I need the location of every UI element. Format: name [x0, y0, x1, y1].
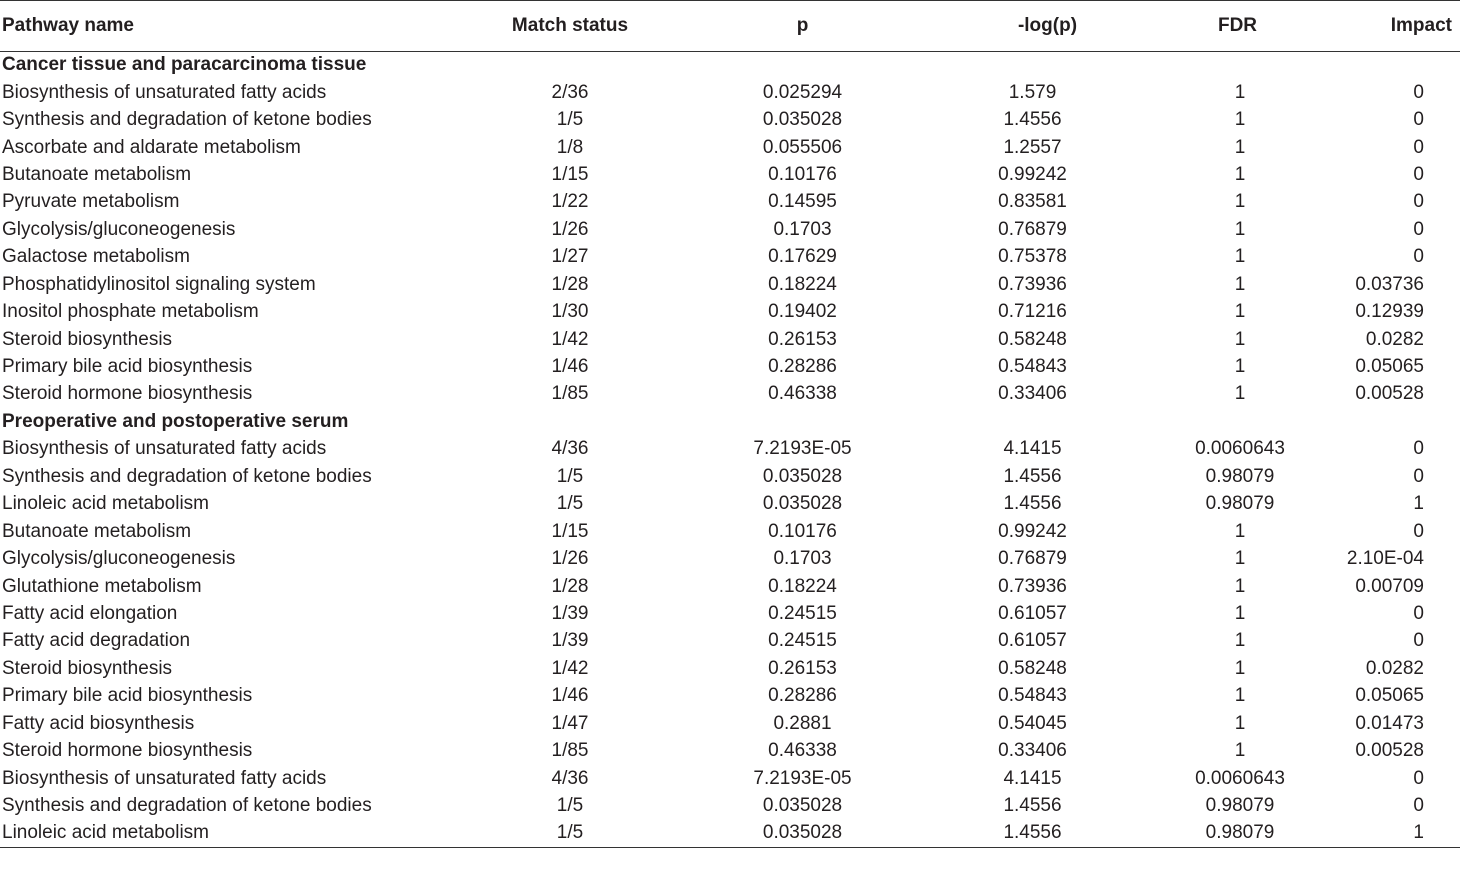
cell-match-status: 1/85 [551, 383, 589, 405]
cell-p: 0.1703 [773, 218, 832, 240]
cell-impact: 0 [1413, 438, 1424, 460]
cell-fdr: 0.98079 [1205, 465, 1275, 487]
cell-match-status: 1/46 [551, 356, 589, 378]
cell-fdr: 1 [1234, 657, 1246, 679]
cell-fdr: 1 [1234, 301, 1246, 323]
table-row [0, 79, 1460, 106]
table-row [0, 573, 1460, 600]
cell-match-status: 1/15 [551, 163, 589, 185]
cell-p: 0.46338 [768, 740, 837, 762]
cell-log-p: 0.76879 [998, 548, 1067, 570]
cell-match-status: 1/30 [551, 301, 589, 323]
cell-pathway-name: Fatty acid biosynthesis [2, 712, 195, 734]
table-row [0, 381, 1460, 408]
cell-pathway-name: Inositol phosphate metabolism [2, 301, 259, 323]
cell-log-p: 0.73936 [998, 273, 1067, 295]
cell-impact: 0 [1413, 602, 1424, 624]
cell-p: 0.28286 [768, 685, 837, 707]
cell-impact: 0.0282 [1365, 657, 1424, 679]
cell-log-p: 0.54843 [998, 356, 1067, 378]
cell-impact: 0 [1413, 136, 1424, 158]
table-row [0, 628, 1460, 655]
cell-match-status: 1/42 [551, 328, 589, 350]
cell-p: 0.24515 [768, 630, 837, 652]
cell-impact: 0 [1413, 246, 1424, 268]
cell-fdr: 1 [1234, 218, 1246, 240]
cell-p: 0.035028 [695, 820, 910, 847]
cell-pathway-name: Ascorbate and aldarate metabolism [2, 136, 301, 158]
cell-pathway-name: Steroid biosynthesis [2, 328, 173, 350]
table-row [0, 134, 1460, 161]
cell-match-status: 1/5 [556, 795, 584, 817]
table-row [0, 216, 1460, 243]
cell-impact: 0 [1413, 81, 1424, 103]
header-pathway-name: Pathway name [0, 1, 445, 52]
cell-pathway-name: Synthesis and degradation of ketone bodies [2, 109, 372, 131]
section-row [0, 408, 1460, 435]
cell-match-status: 1/28 [551, 575, 589, 597]
table-row [0, 518, 1460, 545]
cell-fdr: 1 [1234, 356, 1246, 378]
cell-pathway-name: Fatty acid degradation [2, 630, 191, 652]
cell-match-status: 4/36 [551, 767, 589, 789]
table-row [0, 655, 1460, 682]
cell-p: 0.035028 [762, 493, 843, 515]
table-header [0, 1, 1460, 52]
table-body [0, 52, 1460, 848]
cell-fdr: 0.98079 [1205, 493, 1275, 515]
header-impact: Impact [1305, 1, 1460, 52]
cell-p: 0.035028 [762, 465, 843, 487]
table-row [0, 737, 1460, 764]
cell-fdr: 1 [1234, 602, 1246, 624]
cell-impact: 0 [1413, 767, 1424, 789]
cell-match-status: 1/5 [445, 820, 695, 847]
cell-impact: 0.03736 [1355, 273, 1424, 295]
cell-log-p: 0.83581 [998, 191, 1067, 213]
table-row [0, 463, 1460, 490]
cell-pathway-name: Steroid hormone biosynthesis [2, 383, 253, 405]
cell-log-p: 0.33406 [998, 383, 1067, 405]
cell-match-status: 1/39 [551, 630, 589, 652]
cell-pathway-name: Linoleic acid metabolism [2, 493, 209, 515]
cell-impact: 0 [1413, 465, 1424, 487]
cell-fdr: 1 [1234, 548, 1246, 570]
cell-fdr: 1 [1234, 520, 1246, 542]
cell-impact: 0 [1413, 218, 1424, 240]
cell-pathway-name: Phosphatidylinositol signaling system [2, 273, 316, 295]
cell-impact: 0 [1413, 109, 1424, 131]
cell-impact: 0.05065 [1355, 356, 1424, 378]
cell-fdr: 1 [1234, 246, 1246, 268]
cell-fdr: 1 [1234, 740, 1246, 762]
cell-p: 7.2193E-05 [753, 438, 852, 460]
cell-fdr: 1 [1234, 81, 1246, 103]
cell-log-p: 0.71216 [998, 301, 1067, 323]
header-fdr: FDR [1140, 1, 1305, 52]
cell-p: 0.18224 [768, 575, 837, 597]
cell-p: 0.24515 [768, 602, 837, 624]
cell-match-status: 1/42 [551, 657, 589, 679]
cell-match-status: 1/26 [551, 218, 589, 240]
cell-log-p: 1.4556 [1003, 465, 1062, 487]
cell-p: 0.10176 [768, 520, 837, 542]
table-row [0, 106, 1460, 133]
header-p: p [695, 1, 910, 52]
cell-log-p: 0.58248 [998, 328, 1067, 350]
cell-match-status: 1/26 [551, 548, 589, 570]
cell-p: 0.1703 [773, 548, 832, 570]
cell-log-p: 0.54843 [998, 685, 1067, 707]
cell-pathway-name: Butanoate metabolism [2, 520, 192, 542]
cell-fdr: 1 [1234, 328, 1246, 350]
cell-p: 0.46338 [768, 383, 837, 405]
cell-fdr: 1 [1234, 109, 1246, 131]
cell-fdr: 1 [1234, 630, 1246, 652]
cell-pathway-name: Glycolysis/gluconeogenesis [2, 218, 236, 240]
cell-impact: 2.10E-04 [1346, 548, 1424, 570]
section-row [0, 52, 1460, 79]
cell-log-p: 0.58248 [998, 657, 1067, 679]
section-title: Cancer tissue and paracarcinoma tissue [2, 54, 367, 76]
cell-log-p: 0.73936 [998, 575, 1067, 597]
cell-match-status: 1/5 [556, 465, 584, 487]
cell-impact: 0.05065 [1355, 685, 1424, 707]
cell-match-status: 4/36 [551, 438, 589, 460]
header-match-status: Match status [445, 1, 695, 52]
cell-fdr: 1 [1234, 136, 1246, 158]
cell-pathway-name: Biosynthesis of unsaturated fatty acids [2, 767, 327, 789]
cell-fdr: 1 [1234, 163, 1246, 185]
cell-p: 0.035028 [762, 109, 843, 131]
table-row [0, 820, 1460, 847]
cell-log-p: 4.1415 [1003, 767, 1062, 789]
cell-impact: 0 [1413, 163, 1424, 185]
cell-p: 7.2193E-05 [753, 767, 852, 789]
cell-log-p: 1.4556 [910, 820, 1140, 847]
table-row [0, 436, 1460, 463]
cell-fdr: 1 [1234, 191, 1246, 213]
table-row [0, 545, 1460, 572]
cell-log-p: 1.579 [1008, 81, 1057, 103]
cell-impact: 1 [1413, 493, 1424, 515]
cell-match-status: 1/46 [551, 685, 589, 707]
cell-log-p: 0.75378 [998, 246, 1067, 268]
cell-match-status: 1/5 [556, 493, 584, 515]
table-row [0, 326, 1460, 353]
cell-pathway-name: Glycolysis/gluconeogenesis [2, 548, 236, 570]
cell-log-p: 1.4556 [1003, 795, 1062, 817]
cell-p: 0.26153 [768, 657, 837, 679]
table-row [0, 765, 1460, 792]
table-row [0, 271, 1460, 298]
cell-pathway-name: Biosynthesis of unsaturated fatty acids [2, 438, 327, 460]
table-row [0, 244, 1460, 271]
table-row [0, 298, 1460, 325]
cell-pathway-name: Primary bile acid biosynthesis [2, 356, 253, 378]
cell-log-p: 0.76879 [998, 218, 1067, 240]
cell-match-status: 1/15 [551, 520, 589, 542]
cell-pathway-name: Synthesis and degradation of ketone bodies [2, 795, 372, 817]
table-row [0, 491, 1460, 518]
table-row [0, 792, 1460, 819]
cell-p: 0.025294 [762, 81, 843, 103]
cell-pathway-name: Steroid biosynthesis [2, 657, 173, 679]
cell-log-p: 0.61057 [998, 630, 1067, 652]
cell-impact: 0 [1413, 191, 1424, 213]
cell-pathway-name: Steroid hormone biosynthesis [2, 740, 253, 762]
cell-pathway-name: Fatty acid elongation [2, 602, 178, 624]
cell-fdr: 1 [1234, 712, 1246, 734]
cell-log-p: 4.1415 [1003, 438, 1062, 460]
cell-log-p: 0.99242 [998, 520, 1067, 542]
cell-log-p: 1.2557 [1003, 136, 1062, 158]
cell-impact: 0 [1413, 630, 1424, 652]
cell-p: 0.18224 [768, 273, 837, 295]
cell-p: 0.10176 [768, 163, 837, 185]
cell-log-p: 0.33406 [998, 740, 1067, 762]
cell-pathway-name: Pyruvate metabolism [2, 191, 180, 213]
cell-pathway-name: Primary bile acid biosynthesis [2, 685, 253, 707]
cell-impact: 0.00528 [1355, 740, 1424, 762]
cell-match-status: 1/22 [551, 191, 589, 213]
cell-match-status: 1/5 [556, 109, 584, 131]
cell-log-p: 1.4556 [1003, 109, 1062, 131]
cell-log-p: 0.54045 [998, 712, 1067, 734]
cell-match-status: 1/8 [556, 136, 584, 158]
cell-pathway-name: Linoleic acid metabolism [0, 820, 445, 847]
cell-fdr: 0.98079 [1140, 820, 1305, 847]
cell-match-status: 2/36 [551, 81, 589, 103]
cell-impact: 0 [1413, 520, 1424, 542]
cell-fdr: 1 [1234, 685, 1246, 707]
cell-pathway-name: Synthesis and degradation of ketone bodies [2, 465, 372, 487]
cell-match-status: 1/39 [551, 602, 589, 624]
table-row [0, 683, 1460, 710]
cell-p: 0.28286 [768, 356, 837, 378]
cell-impact: 1 [1305, 820, 1460, 847]
cell-impact: 0.00709 [1355, 575, 1424, 597]
cell-fdr: 1 [1234, 273, 1246, 295]
cell-log-p: 0.61057 [998, 602, 1067, 624]
table-row [0, 710, 1460, 737]
cell-fdr: 0.98079 [1205, 795, 1275, 817]
cell-impact: 0 [1413, 795, 1424, 817]
cell-p: 0.035028 [762, 795, 843, 817]
cell-fdr: 0.0060643 [1195, 767, 1285, 789]
cell-p: 0.17629 [768, 246, 837, 268]
section-title: Preoperative and postoperative serum [2, 410, 349, 432]
cell-impact: 0.0282 [1365, 328, 1424, 350]
cell-pathway-name: Butanoate metabolism [2, 163, 192, 185]
cell-fdr: 1 [1234, 383, 1246, 405]
cell-impact: 0.00528 [1355, 383, 1424, 405]
cell-impact: 0.01473 [1355, 712, 1424, 734]
cell-match-status: 1/85 [551, 740, 589, 762]
cell-p: 0.19402 [768, 301, 837, 323]
header-log-p: -log(p) [910, 1, 1140, 52]
cell-match-status: 1/47 [551, 712, 589, 734]
header-row [0, 1, 1460, 52]
cell-pathway-name: Biosynthesis of unsaturated fatty acids [2, 81, 327, 103]
cell-p: 0.26153 [768, 328, 837, 350]
table-row [0, 161, 1460, 188]
cell-p: 0.14595 [768, 191, 837, 213]
table-row [0, 600, 1460, 627]
table-row [0, 353, 1460, 380]
table-row [0, 189, 1460, 216]
cell-match-status: 1/27 [551, 246, 589, 268]
cell-match-status: 1/28 [551, 273, 589, 295]
cell-p: 0.055506 [762, 136, 843, 158]
cell-pathway-name: Galactose metabolism [2, 246, 190, 268]
cell-impact: 0.12939 [1355, 301, 1424, 323]
cell-pathway-name: Glutathione metabolism [2, 575, 202, 597]
cell-fdr: 1 [1234, 575, 1246, 597]
cell-log-p: 1.4556 [1003, 493, 1062, 515]
cell-fdr: 0.0060643 [1195, 438, 1285, 460]
cell-p: 0.2881 [773, 712, 832, 734]
cell-log-p: 0.99242 [998, 163, 1067, 185]
